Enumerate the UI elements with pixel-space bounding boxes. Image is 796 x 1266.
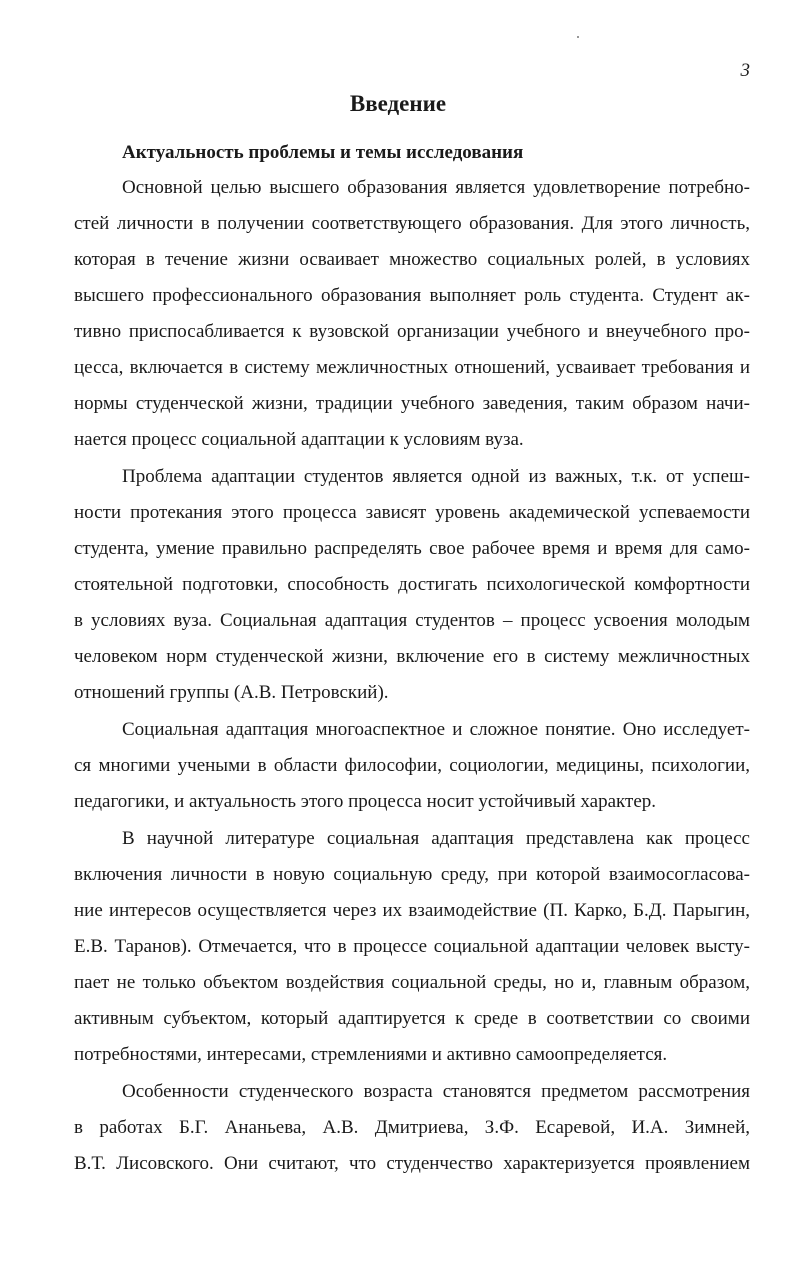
scan-speck [577, 36, 579, 38]
text-line: Особенности студенческого возраста становятся предметом рассмотрения [122, 1081, 750, 1102]
text-line: нается процесс социальной адаптации к условиям вуза. [74, 429, 524, 450]
page-title: Введение [349, 91, 447, 116]
text-line: тивно приспосабливается к вузовской организации учебного и внеучебного про- [74, 321, 750, 342]
text-line: стоятельной подготовки, способность достигать психологической комфортности [74, 574, 750, 595]
text-line: студента, умение правильно распределять свое рабочее время и время для само- [74, 538, 750, 559]
text-line: педагогики, и актуальность этого процесса носит устойчивый характер. [74, 791, 657, 812]
text-line: нормы студенческой жизни, традиции учебного заведения, таким образом начи- [74, 393, 750, 414]
text-line: потребностями, интересами, стремлениями и активно самоопределяется. [74, 1044, 668, 1065]
page-number: 3 [740, 60, 750, 81]
text-line: ся многими учеными в области философии, социологии, медицины, психологии, [74, 755, 750, 776]
text-line: ности протекания этого процесса зависят уровень академической успеваемости [74, 502, 750, 523]
text-line: человеком норм студенческой жизни, включение его в систему межличностных [74, 646, 750, 667]
text-line: включения личности в новую социальную среду, при которой взаимосогласова- [74, 864, 750, 885]
text-line: в условиях вуза. Социальная адаптация студентов – процесс усвоения молодым [74, 610, 750, 631]
text-line: активным субъектом, который адаптируется к среде в соответствии со своими [74, 1008, 750, 1029]
text-line: В научной литературе социальная адаптация представлена как процесс [122, 828, 750, 849]
text-line: стей личности в получении соответствующего образования. Для этого личность, [74, 213, 750, 234]
text-line: высшего профессионального образования выполняет роль студента. Студент ак- [74, 285, 750, 306]
text-line: Е.В. Таранов). Отмечается, что в процессе социальной адаптации человек высту- [74, 936, 750, 957]
text-line: отношений группы (А.В. Петровский). [74, 682, 389, 703]
section-subtitle: Актуальность проблемы и темы исследования [122, 142, 524, 163]
text-line: Основной целью высшего образования является удовлетворение потребно- [122, 177, 750, 198]
text-line: в работах Б.Г. Ананьева, А.В. Дмитриева, З.Ф. Есаревой, И.А. Зимней, [74, 1117, 750, 1138]
text-line: ние интересов осуществляется через их взаимодействие (П. Карко, Б.Д. Парыгин, [74, 900, 750, 921]
text-line: которая в течение жизни осваивает множество социальных ролей, в условиях [74, 249, 750, 270]
text-line: цесса, включается в систему межличностных отношений, усваивает требования и [74, 357, 750, 378]
text-line: пает не только объектом воздействия социальной среды, но и, главным образом, [74, 972, 750, 993]
text-line: В.Т. Лисовского. Они считают, что студенчество характеризуется проявлением [74, 1153, 750, 1174]
text-line: Социальная адаптация многоаспектное и сложное понятие. Оно исследует- [122, 719, 750, 740]
text-line: Проблема адаптации студентов является одной из важных, т.к. от успеш- [122, 466, 750, 487]
